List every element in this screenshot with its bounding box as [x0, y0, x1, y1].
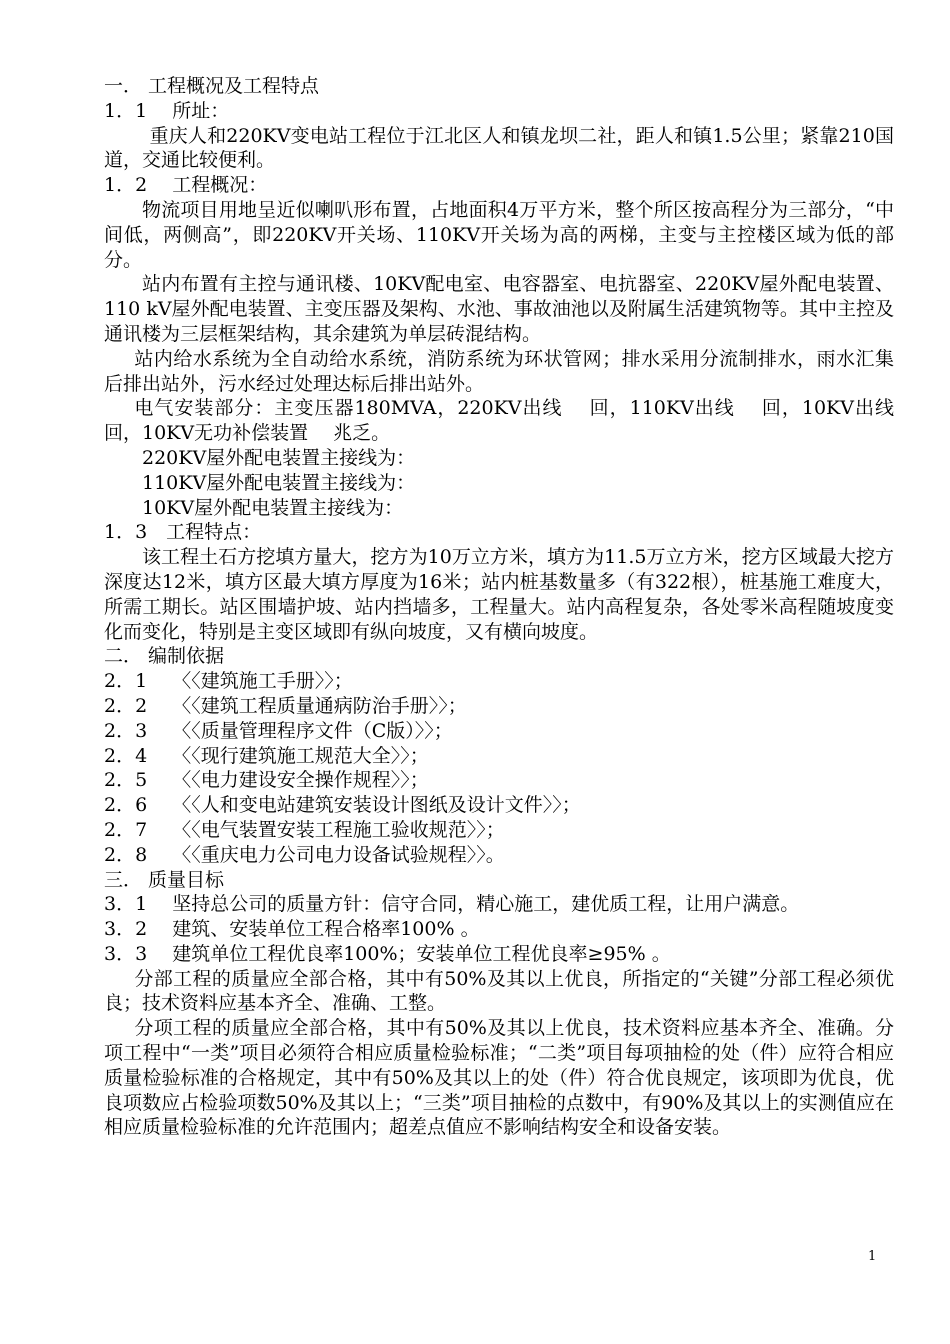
- section-1-3-heading: 1．3 工程特点：: [104, 521, 262, 544]
- section-3-heading: 三． 质量目标: [104, 868, 225, 891]
- section-1-heading: 一． 工程概况及工程特点: [104, 75, 320, 97]
- section-1-2-heading: 1．2 工程概况：: [104, 174, 268, 197]
- document-body: [104, 74, 920, 1140]
- section-3-2-item: 3．2 建筑、安装单位工程合格率100% 。: [104, 918, 480, 941]
- page-number: 1: [868, 1249, 877, 1264]
- section-3-1-item: 3．1 坚持总公司的质量方针：信守合同，精心施工，建优质工程，让用户满意。: [104, 893, 800, 916]
- reference-item: 2．8 〈〈重庆电力公司电力设备试验规程〉〉。: [104, 843, 505, 866]
- section-1-2-paragraph-7: 10KV屋外配电装置主接线为：: [142, 496, 404, 519]
- section-1-2-paragraph-3: 站内给水系统为全自动给水系统，消防系统为环状管网；排水采用分流制排水，雨水汇集后排出站外，污水经过处理达标后排出站外。: [104, 347, 894, 395]
- section-3-3-item: 3．3 建筑单位工程优良率100%；安装单位工程优良率≥95% 。: [104, 942, 671, 965]
- section-1-2-paragraph-1: 物流项目用地呈近似喇叭形布置，占地面积4万平方米，整个所区按高程分为三部分，“中间低，两侧高”，即220KV开关场、110KV开关场为高的两梯，主变与主控楼区域为低的部分。: [104, 198, 894, 271]
- section-1-1-paragraph: 重庆人和220KV变电站工程位于江北区人和镇龙坝二社，距人和镇1.5公里；紧靠210国道，交通比较便利。: [104, 124, 894, 172]
- reference-item: 2．5 〈〈电力建设安全操作规程〉〉；: [104, 769, 429, 792]
- section-1-1-heading: 1．1 所址：: [104, 99, 230, 122]
- reference-item: 2．3 〈〈质量管理程序文件（C版）〉〉；: [104, 719, 453, 742]
- reference-item: 2．2 〈〈建筑工程质量通病防治手册〉〉；: [104, 694, 467, 717]
- reference-item: 2．6 〈〈人和变电站建筑安装设计图纸及设计文件〉〉；: [104, 794, 581, 817]
- reference-item: 2．7 〈〈电气装置安装工程施工验收规范〉〉；: [104, 818, 505, 841]
- section-2-heading: 二． 编制依据: [104, 645, 225, 668]
- section-3-paragraph-1: 分部工程的质量应全部合格，其中有50%及其以上优良，所指定的“关键”分部工程必须优良；技术资料应基本齐全、准确、工整。: [104, 967, 894, 1015]
- section-1-2-paragraph-5: 220KV屋外配电装置主接线为：: [142, 446, 416, 469]
- section-3-paragraph-2: 分项工程的质量应全部合格，其中有50%及其以上优良，技术资料应基本齐全、准确。分项工程中“一类”项目必须符合相应质量检验标准；“二类”项目每项抽检的处（件）应符合相应质量检验标准的合格规定，其中有50%及其以上的处（件）符合优良规定，该项即为优良，优良项数应占检验项数50%及其以上；“三类”项目抽检的点数中，有90%及其以上的实测值应在相应质量检验标准的允许范围内；超差点值应不影响结构安全和设备安装。: [104, 1017, 894, 1139]
- reference-item: 2．4 〈〈现行建筑施工规范大全〉〉；: [104, 744, 429, 767]
- section-1-2-paragraph-4: 电气安装部分：主变压器180MVA，220KV出线 回，110KV出线 回，10KV出线 回，10KV无功补偿装置 兆乏。: [104, 397, 920, 445]
- section-1-2-paragraph-2: 站内布置有主控与通讯楼、10KV配电室、电容器室、电抗器室、220KV屋外配电装置、110 kV屋外配电装置、主变压器及架构、水池、事故油池以及附属生活建筑物等。其中主控及通讯楼为三层框架结构，其余建筑为单层砖混结构。: [104, 273, 894, 345]
- section-1-3-paragraph: 该工程土石方挖填方量大，挖方为10万立方米，填方为11.5万立方米，挖方区域最大挖方深度达12米，填方区最大填方厚度为16米；站内桩基数量多（有322根），桩基施工难度大，所需工期长。站区围墙护坡、站内挡墙多，工程量大。站内高程复杂，各处零米高程随坡度变化而变化，特别是主变区域即有纵向坡度，又有横向坡度。: [104, 546, 894, 643]
- section-1-2-paragraph-6: 110KV屋外配电装置主接线为：: [142, 471, 416, 494]
- reference-item: 2．1 〈〈建筑施工手册〉〉；: [104, 670, 353, 693]
